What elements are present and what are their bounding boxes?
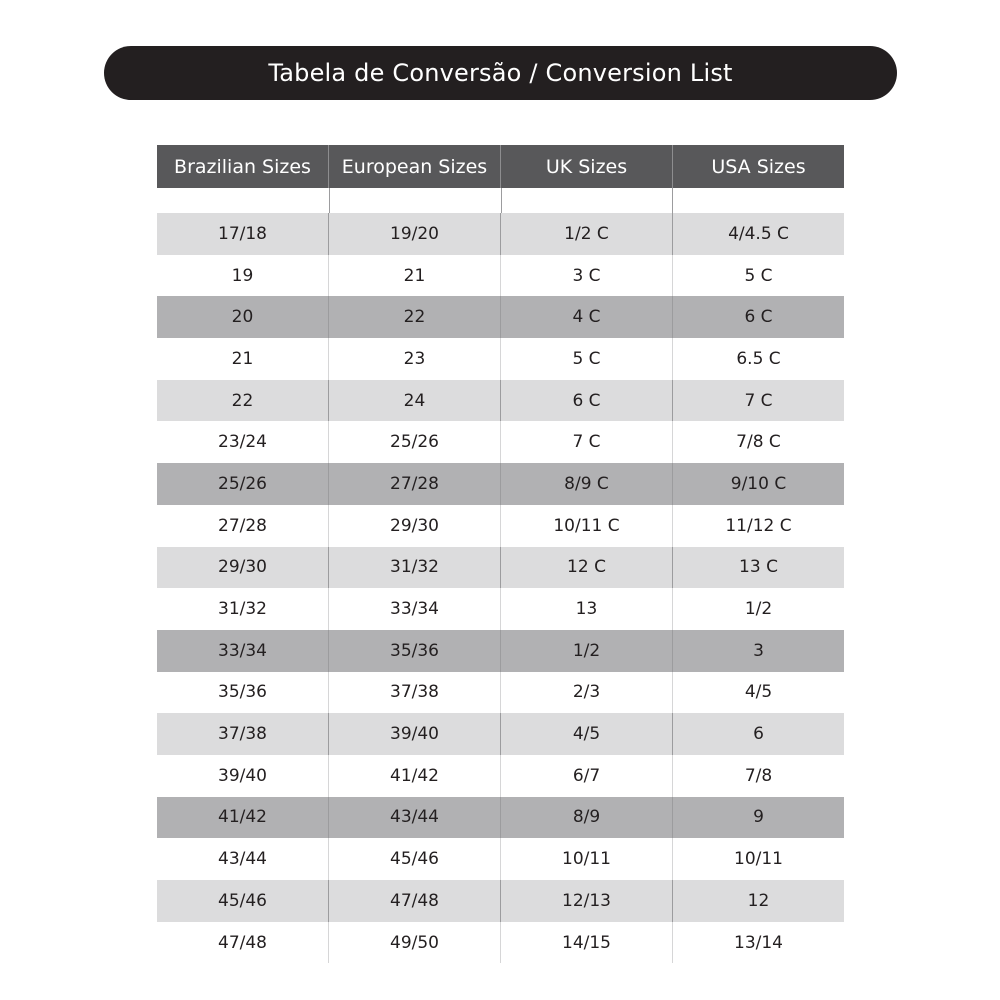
brazilian-size-cell: 47/48 (218, 932, 267, 953)
european-size-cell: 45/46 (328, 838, 500, 880)
uk-size-cell: 1/2 (500, 630, 672, 672)
brazilian-size-cell: 20 (231, 307, 254, 328)
title-banner (104, 46, 897, 100)
brazilian-size-cell: 43/44 (218, 849, 267, 870)
usa-size-cell: 6 (672, 713, 844, 755)
table-row (157, 880, 844, 922)
european-size-cell: 35/36 (328, 630, 500, 672)
usa-size-cell: 10/11 (672, 838, 844, 880)
usa-size-cell: 13 C (672, 547, 844, 589)
column-header-brazilian: Brazilian Sizes (174, 155, 311, 178)
uk-size-cell: 14/15 (500, 922, 672, 964)
column-header-usa: USA Sizes (672, 145, 844, 188)
european-size-cell: 39/40 (328, 713, 500, 755)
column-divider (501, 188, 502, 213)
european-size-cell: 33/34 (328, 588, 500, 630)
usa-size-cell: 9/10 C (672, 463, 844, 505)
table-row (157, 588, 844, 630)
table-row (157, 630, 844, 672)
uk-size-cell: 8/9 (500, 797, 672, 839)
uk-size-cell: 13 (500, 588, 672, 630)
column-header-european: European Sizes (328, 145, 500, 188)
usa-size-cell: 12 (672, 880, 844, 922)
brazilian-size-cell: 39/40 (218, 765, 267, 786)
european-size-cell: 24 (328, 380, 500, 422)
usa-size-cell: 11/12 C (672, 505, 844, 547)
table-row (157, 505, 844, 547)
european-size-cell: 25/26 (328, 421, 500, 463)
uk-size-cell: 10/11 C (500, 505, 672, 547)
uk-size-cell: 6 C (500, 380, 672, 422)
table-row (157, 547, 844, 589)
uk-size-cell: 4 C (500, 296, 672, 338)
uk-size-cell: 8/9 C (500, 463, 672, 505)
brazilian-size-cell: 23/24 (218, 432, 267, 453)
european-size-cell: 27/28 (328, 463, 500, 505)
uk-size-cell: 4/5 (500, 713, 672, 755)
brazilian-size-cell: 45/46 (218, 890, 267, 911)
table-row (157, 797, 844, 839)
uk-size-cell: 10/11 (500, 838, 672, 880)
usa-size-cell: 4/4.5 C (672, 213, 844, 255)
european-size-cell: 22 (328, 296, 500, 338)
brazilian-size-cell: 22 (231, 390, 254, 411)
table-body (157, 213, 844, 963)
table-row (157, 713, 844, 755)
table-row (157, 672, 844, 714)
table-row (157, 338, 844, 380)
european-size-cell: 47/48 (328, 880, 500, 922)
uk-size-cell: 12 C (500, 547, 672, 589)
uk-size-cell: 3 C (500, 255, 672, 297)
brazilian-size-cell: 21 (231, 348, 254, 369)
uk-size-cell: 6/7 (500, 755, 672, 797)
brazilian-size-cell: 27/28 (218, 515, 267, 536)
usa-size-cell: 7/8 (672, 755, 844, 797)
european-size-cell: 31/32 (328, 547, 500, 589)
table-row (157, 755, 844, 797)
brazilian-size-cell: 29/30 (218, 557, 267, 578)
header-spacer (157, 188, 844, 213)
column-header-uk: UK Sizes (500, 145, 672, 188)
brazilian-size-cell: 17/18 (218, 223, 267, 244)
european-size-cell: 41/42 (328, 755, 500, 797)
table-row (157, 838, 844, 880)
usa-size-cell: 1/2 (672, 588, 844, 630)
usa-size-cell: 6 C (672, 296, 844, 338)
european-size-cell: 37/38 (328, 672, 500, 714)
european-size-cell: 19/20 (328, 213, 500, 255)
table-row (157, 213, 844, 255)
uk-size-cell: 1/2 C (500, 213, 672, 255)
brazilian-size-cell: 37/38 (218, 724, 267, 745)
table-row (157, 380, 844, 422)
european-size-cell: 21 (328, 255, 500, 297)
uk-size-cell: 2/3 (500, 672, 672, 714)
size-conversion-table (157, 145, 844, 963)
brazilian-size-cell: 35/36 (218, 682, 267, 703)
uk-size-cell: 12/13 (500, 880, 672, 922)
brazilian-size-cell: 19 (231, 265, 254, 286)
brazilian-size-cell: 25/26 (218, 473, 267, 494)
usa-size-cell: 7 C (672, 380, 844, 422)
page-title: Tabela de Conversão / Conversion List (268, 59, 733, 87)
usa-size-cell: 7/8 C (672, 421, 844, 463)
table-header-row (157, 145, 844, 188)
usa-size-cell: 5 C (672, 255, 844, 297)
brazilian-size-cell: 33/34 (218, 640, 267, 661)
column-divider (329, 188, 330, 213)
european-size-cell: 23 (328, 338, 500, 380)
brazilian-size-cell: 31/32 (218, 599, 267, 620)
brazilian-size-cell: 41/42 (218, 807, 267, 828)
column-divider (672, 188, 673, 213)
table-row (157, 922, 844, 964)
usa-size-cell: 6.5 C (672, 338, 844, 380)
uk-size-cell: 7 C (500, 421, 672, 463)
usa-size-cell: 9 (672, 797, 844, 839)
table-row (157, 463, 844, 505)
european-size-cell: 29/30 (328, 505, 500, 547)
table-row (157, 296, 844, 338)
uk-size-cell: 5 C (500, 338, 672, 380)
usa-size-cell: 3 (672, 630, 844, 672)
usa-size-cell: 4/5 (672, 672, 844, 714)
table-row (157, 421, 844, 463)
table-row (157, 255, 844, 297)
european-size-cell: 49/50 (328, 922, 500, 964)
european-size-cell: 43/44 (328, 797, 500, 839)
usa-size-cell: 13/14 (672, 922, 844, 964)
